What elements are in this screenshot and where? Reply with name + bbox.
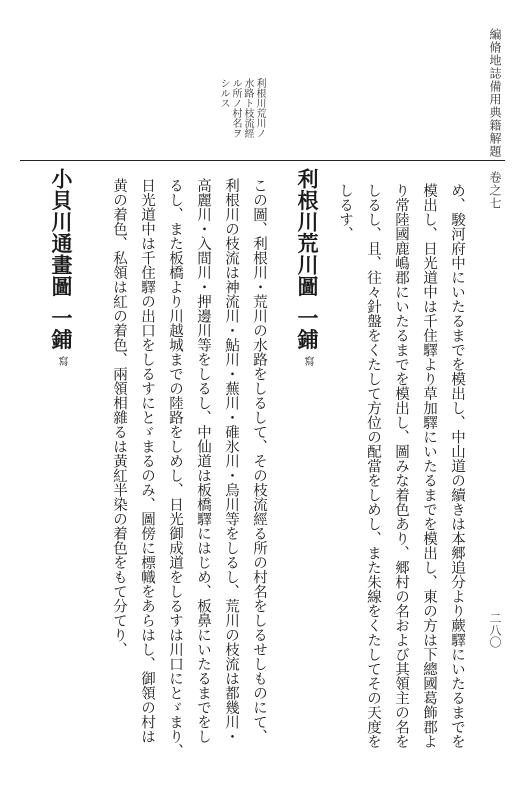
copy-mark: 寫 xyxy=(56,356,67,366)
section-title xyxy=(51,168,72,408)
upper-text-line: り常陸國鹿嶋郡にいたるまでを模出し、圖みな着色あり、郷村の名および其領主の名を xyxy=(393,183,409,749)
section-count: 一鋪 xyxy=(295,307,320,350)
section1-text-line: 日光道中は千住驛の出口をしるすにとゞまるのみ、圖傍に標幟をあらはし、御領の村は xyxy=(139,178,155,744)
page-number: 二八〇 xyxy=(488,612,502,648)
section1-text-line: 黄の着色、私領は紅の着色、兩領相雜るは黃紅半染の着色をもて分てり、 xyxy=(111,178,127,657)
section-title xyxy=(297,168,318,408)
upper-text-line: しるし、且、往々針盤をくたして方位の配當をしめし、また朱線をくたしてその天度を xyxy=(365,183,381,749)
section1-text-line: るし、また板橋より川越城までの陸路をしめし、日光御成道をしるすは川口にとゞまり、 xyxy=(167,178,183,758)
margin-note-line: シルス xyxy=(218,78,229,108)
margin-note-line: 利根川荒川ノ xyxy=(254,78,265,138)
section-title-text: 利根川荒川圖 xyxy=(295,168,320,297)
upper-text-line: め、駿河府中にいたるまでを模出し、中山道の續きは本郷追分より蕨驛にいたるまでを xyxy=(449,183,465,749)
section-count: 一鋪 xyxy=(49,307,74,350)
horizontal-rule xyxy=(20,160,505,161)
section-title-text: 小貝川通畫圖 xyxy=(49,168,74,297)
upper-text-line: 模出し、日光道中は千住驛より草加驛にいたるまでを模出し、東の方は下總國葛飾郡よ xyxy=(421,183,437,749)
section1-text-line: この圖、利根川・荒川の水路をしるして、その枝流經る所の村名をしるせしものにて、 xyxy=(251,178,267,744)
running-header: 編脩地誌備用典籍解題 卷之七 xyxy=(488,28,502,210)
section1-text-line: 利根川の枝流は神流川・鮎川・蕪川・碓氷川・烏川等をしるし、荒川の枝流は都幾川・ xyxy=(223,178,239,744)
copy-mark: 寫 xyxy=(302,356,313,366)
margin-note-line: ル所ノ村名ヲ xyxy=(230,78,241,138)
margin-note-line: 水路ト枝流經 xyxy=(242,78,253,138)
upper-text-line: しるす、 xyxy=(337,183,353,241)
section1-text-line: 高麗川・入間川・押邊川等をしるし、中仙道は板橋驛にはじめ、板鼻にいたるまでをし xyxy=(195,178,211,744)
